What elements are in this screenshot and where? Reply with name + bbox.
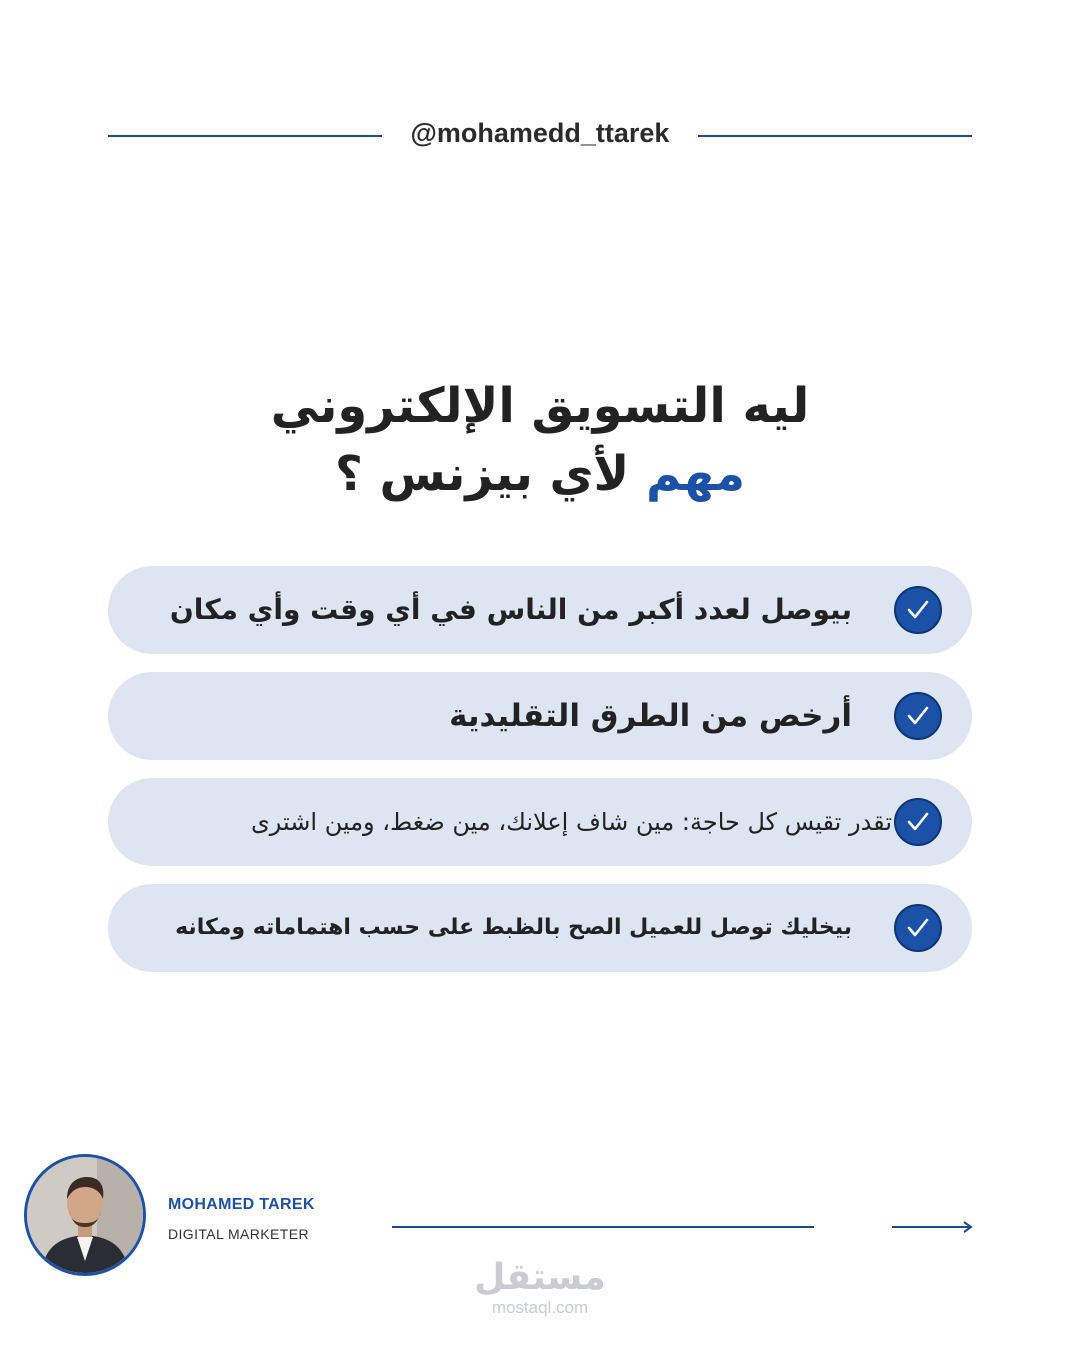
watermark-latin: mostaql.com: [491, 1298, 589, 1317]
avatar: [24, 1154, 146, 1276]
headline-line-2-rest: لأي بيزنس ؟: [334, 446, 630, 502]
header-rule-right: [698, 135, 972, 137]
headline-line-1: ليه التسويق الإلكتروني: [270, 378, 810, 434]
header-rule-left: [108, 135, 382, 137]
header-handle-row: [108, 112, 972, 160]
headline-accent-word: مهم: [646, 446, 746, 502]
person-portrait-icon: [27, 1157, 143, 1273]
benefit-text: بيخليك توصل للعميل الصح بالظبط على حسب اهتماماته ومكانه: [175, 915, 852, 940]
footer-rule: [392, 1226, 814, 1228]
check-circle-icon: [894, 586, 942, 634]
benefit-item: [108, 672, 972, 760]
check-circle-icon: [894, 798, 942, 846]
check-circle-icon: [894, 904, 942, 952]
watermark-arabic: مستقل: [474, 1257, 606, 1298]
headline: [90, 372, 990, 508]
benefit-item: [108, 566, 972, 654]
benefit-text: بيوصل لعدد أكبر من الناس في أي وقت وأي مكان: [169, 593, 852, 626]
benefit-text: أرخص من الطرق التقليدية: [449, 698, 852, 734]
benefit-item: [108, 884, 972, 972]
headline-line-2: [90, 440, 990, 508]
benefit-text: تقدر تقيس كل حاجة: مين شاف إعلانك، مين ضغط، ومين اشترى: [251, 808, 892, 836]
author-name: MOHAMED TAREK: [168, 1196, 315, 1213]
benefit-item: [108, 778, 972, 866]
check-circle-icon: [894, 692, 942, 740]
arrow-right-icon[interactable]: [892, 1219, 974, 1235]
account-handle[interactable]: @mohamedd_ttarek: [410, 118, 670, 148]
watermark: [430, 1258, 650, 1318]
author-role: DIGITAL MARKETER: [168, 1226, 309, 1242]
